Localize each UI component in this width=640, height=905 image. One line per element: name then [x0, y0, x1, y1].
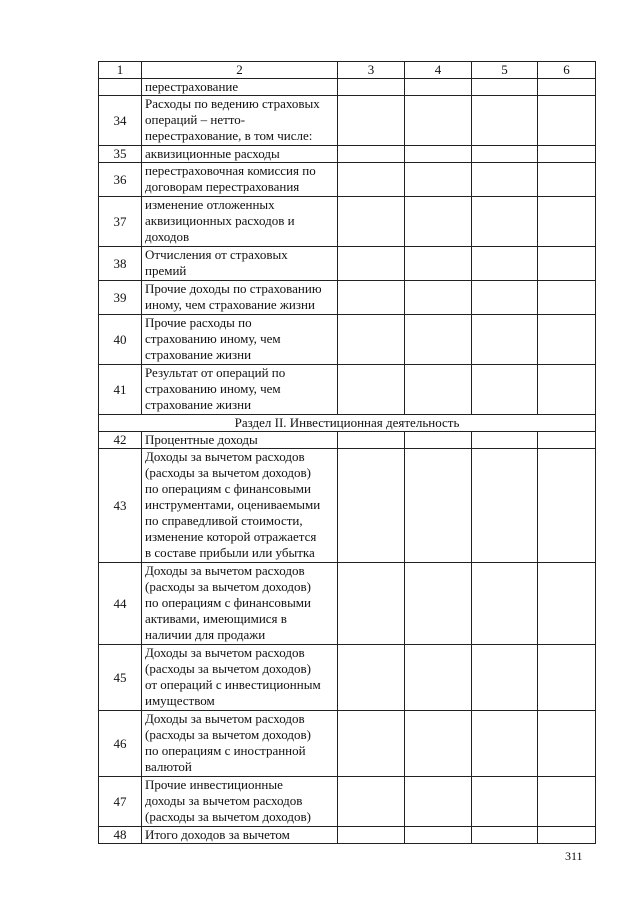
- section-title: Раздел II. Инвестиционная деятельность: [99, 415, 596, 432]
- row-label: Доходы за вычетом расходов (расходы за вычетом доходов) от операций с инвестиционным имуществом: [142, 645, 338, 711]
- value-cell: [538, 281, 596, 315]
- row-number: 41: [99, 365, 142, 415]
- value-cell: [538, 711, 596, 777]
- value-cell: [472, 146, 538, 163]
- row-number: 44: [99, 563, 142, 645]
- value-cell: [538, 777, 596, 827]
- column-header: 3: [338, 62, 405, 79]
- value-cell: [538, 197, 596, 247]
- value-cell: [538, 563, 596, 645]
- row-number: 40: [99, 315, 142, 365]
- table-row: [99, 365, 596, 415]
- value-cell: [405, 563, 472, 645]
- row-number: 35: [99, 146, 142, 163]
- row-number: 38: [99, 247, 142, 281]
- row-label: аквизиционные расходы: [142, 146, 338, 163]
- table-row: [99, 247, 596, 281]
- value-cell: [338, 79, 405, 96]
- column-header: 2: [142, 62, 338, 79]
- row-number: 34: [99, 96, 142, 146]
- value-cell: [472, 432, 538, 449]
- value-cell: [405, 247, 472, 281]
- value-cell: [405, 777, 472, 827]
- row-number: 45: [99, 645, 142, 711]
- value-cell: [405, 315, 472, 365]
- row-label: перестрахование: [142, 79, 338, 96]
- value-cell: [538, 432, 596, 449]
- row-number: [99, 79, 142, 96]
- column-header: 1: [99, 62, 142, 79]
- page-number: 311: [565, 849, 583, 863]
- value-cell: [472, 247, 538, 281]
- value-cell: [538, 79, 596, 96]
- row-number: 46: [99, 711, 142, 777]
- table-row: [99, 777, 596, 827]
- table-row: [99, 432, 596, 449]
- row-label: перестраховочная комиссия по договорам перестрахования: [142, 163, 338, 197]
- value-cell: [472, 315, 538, 365]
- row-label: Итого доходов за вычетом: [142, 827, 338, 844]
- value-cell: [338, 96, 405, 146]
- table-row: [99, 79, 596, 96]
- value-cell: [405, 432, 472, 449]
- value-cell: [472, 281, 538, 315]
- table-header-row: [99, 62, 596, 79]
- value-cell: [338, 197, 405, 247]
- value-cell: [338, 645, 405, 711]
- section-row: [99, 415, 596, 432]
- value-cell: [538, 827, 596, 844]
- value-cell: [538, 365, 596, 415]
- value-cell: [472, 777, 538, 827]
- value-cell: [472, 827, 538, 844]
- row-label: Прочие расходы по страхованию иному, чем страхование жизни: [142, 315, 338, 365]
- table-row: [99, 163, 596, 197]
- row-number: 42: [99, 432, 142, 449]
- value-cell: [338, 711, 405, 777]
- row-label: Доходы за вычетом расходов (расходы за вычетом доходов) по операциям с финансовыми активами, имеющимися в наличии для продажи: [142, 563, 338, 645]
- value-cell: [472, 163, 538, 197]
- value-cell: [405, 449, 472, 563]
- value-cell: [538, 645, 596, 711]
- value-cell: [405, 827, 472, 844]
- value-cell: [338, 281, 405, 315]
- row-label: изменение отложенных аквизиционных расходов и доходов: [142, 197, 338, 247]
- report-table: [98, 61, 596, 844]
- table-row: [99, 711, 596, 777]
- value-cell: [538, 449, 596, 563]
- value-cell: [405, 711, 472, 777]
- table-row: [99, 315, 596, 365]
- value-cell: [338, 163, 405, 197]
- value-cell: [338, 247, 405, 281]
- value-cell: [472, 197, 538, 247]
- value-cell: [538, 163, 596, 197]
- value-cell: [405, 197, 472, 247]
- value-cell: [338, 827, 405, 844]
- value-cell: [472, 79, 538, 96]
- value-cell: [338, 365, 405, 415]
- row-label: Прочие доходы по страхованию иному, чем страхование жизни: [142, 281, 338, 315]
- value-cell: [472, 365, 538, 415]
- value-cell: [538, 146, 596, 163]
- table-row: [99, 197, 596, 247]
- table-row: [99, 563, 596, 645]
- row-number: 39: [99, 281, 142, 315]
- value-cell: [338, 432, 405, 449]
- column-header: 5: [472, 62, 538, 79]
- table-row: [99, 827, 596, 844]
- value-cell: [405, 281, 472, 315]
- row-number: 43: [99, 449, 142, 563]
- table-row: [99, 281, 596, 315]
- table-row: [99, 645, 596, 711]
- row-label: Прочие инвестиционные доходы за вычетом расходов (расходы за вычетом доходов): [142, 777, 338, 827]
- row-label: Расходы по ведению страховых операций – нетто- перестрахование, в том числе:: [142, 96, 338, 146]
- value-cell: [472, 96, 538, 146]
- column-header: 4: [405, 62, 472, 79]
- value-cell: [338, 449, 405, 563]
- value-cell: [538, 247, 596, 281]
- value-cell: [338, 563, 405, 645]
- row-number: 47: [99, 777, 142, 827]
- value-cell: [405, 146, 472, 163]
- row-number: 36: [99, 163, 142, 197]
- table-row: [99, 449, 596, 563]
- value-cell: [538, 96, 596, 146]
- value-cell: [538, 315, 596, 365]
- table-row: [99, 146, 596, 163]
- value-cell: [405, 79, 472, 96]
- value-cell: [405, 163, 472, 197]
- value-cell: [405, 365, 472, 415]
- value-cell: [338, 315, 405, 365]
- table-row: [99, 96, 596, 146]
- row-label: Доходы за вычетом расходов (расходы за вычетом доходов) по операциям с иностранной валютой: [142, 711, 338, 777]
- row-label: Отчисления от страховых премий: [142, 247, 338, 281]
- column-header: 6: [538, 62, 596, 79]
- value-cell: [338, 146, 405, 163]
- value-cell: [338, 777, 405, 827]
- row-label: Процентные доходы: [142, 432, 338, 449]
- value-cell: [472, 449, 538, 563]
- row-label: Доходы за вычетом расходов (расходы за вычетом доходов) по операциям с финансовыми инструментами, оцениваемыми по справедливой стоимости, изменение которой отражается в составе прибыли или убытка: [142, 449, 338, 563]
- value-cell: [472, 711, 538, 777]
- row-number: 48: [99, 827, 142, 844]
- value-cell: [405, 96, 472, 146]
- row-label: Результат от операций по страхованию иному, чем страхование жизни: [142, 365, 338, 415]
- value-cell: [405, 645, 472, 711]
- row-number: 37: [99, 197, 142, 247]
- value-cell: [472, 645, 538, 711]
- value-cell: [472, 563, 538, 645]
